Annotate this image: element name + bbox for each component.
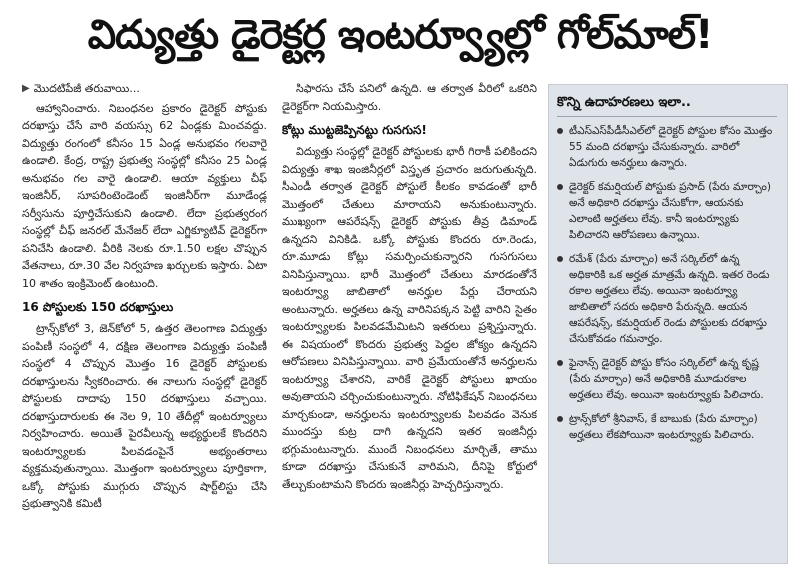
sidebar-title: కొన్ని ఉదాహరణలు ఇలా..: [557, 93, 777, 117]
bullet-icon: [557, 416, 563, 422]
list-item: [557, 179, 777, 243]
bullet-icon: [557, 184, 563, 190]
list-item-text: ఫైనాన్స్‌ డైరెక్టర్‌ పోస్టు కోసం సర్కిల్‌లో ఉన్న కృష్ణ (పేరు మార్చాం) అనే అధికారికి మూడురకాల అర్హతలు లేవు. అయినా ఇంటర్వ్యూకు పిలిచారు.: [569, 357, 764, 401]
paragraph: ఆహ్వానించారు. నిబంధనల ప్రకారం డైరెక్టర్‌ పోస్టుకు దరఖాస్తు చేసే వారి వయస్సు 62 ఏండ్లకు మించవద్దు. విద్యుత్తు రంగంలో కనీసం 15 ఏండ్ల అనుభవం గలవారై ఉండాలి. కేంద్ర, రాష్ట్ర ప్రభుత్వ సంస్థల్లో కనీసం 25 ఏండ్ల అనుభవం గల వారై ఉండాలి. ఆయా వ్యక్తులు చీఫ్‌ ఇంజినీర్‌, సూపరింటెండెంట్‌ ఇంజినీర్‌గా మూడేండ్ల సర్వీసును పూర్తిచేసుకుని ఉండాలి. లేదా ప్రభుత్వరంగ సంస్థల్లో చీఫ్‌ జనరల్‌ మేనేజర్‌ లేదా ఎగ్జిక్యూటివ్‌ డైరెక్టర్‌గా పనిచేసి ఉండాలి. వీరికి నెలకు రూ.1.50 లక్షల చొప్పున వేతనాలు, రూ.30 వేల నిర్వహణ ఖర్చులకు ఇస్తారు. ఏటా 10 శాతం ఇంక్రిమెంట్‌ ఉంటుంది.: [22, 101, 267, 290]
paragraph: ట్రాన్స్‌కోలో 3, జెన్‌కోలో 5, ఉత్తర తెలంగాణ విద్యుత్తు పంపిణీ సంస్థలో 4, దక్షిణ తెలంగాణ విద్యుత్తు పంపిణీ సంస్థలో 4 చొప్పున మొత్తం 16 డైరెక్టర్‌ పోస్టులకు దరఖాస్తులను స్వీకరించారు. ఈ నాలుగు సంస్థల్లో డైరెక్టర్‌ పోస్టులకు దాదాపు 150 దరఖాస్తులు వచ్చాయి. దరఖాస్తుదారులకు ఈ నెల 9, 10 తేదీల్లో ఇంటర్వ్యూలు నిర్వహించారు. అయితే పైరవీలున్న అభ్యర్థులకే కొందరిని ఇంటర్వ్యూలకు పిలవడంపైనే అభ్యంతరాలు వ్యక్తమవుతున్నాయి. మొత్తంగా ఇంటర్వ్యూలు పూర్తికాగా, ఒక్కో పోస్టుకు ముగ్గురు చొప్పున షార్ట్‌లిస్టు చేసి ప్రభుత్వానికి కమిటీ: [22, 322, 267, 510]
paragraph: సిఫారసు చేసే పనిలో ఉన్నది. ఆ తర్వాత వీరిలో ఒకరిని డైరెక్టర్‌గా నియమిస్తారు.: [282, 82, 537, 113]
continued-marker: [22, 80, 267, 98]
paragraph: విద్యుత్తు సంస్థల్లో డైరెక్టర్‌ పోస్టులకు భారీ గిరాకీ పలికిందని విద్యుత్తు శాఖ ఇంజినీర్లలో విస్తృత ప్రచారం జరుగుతున్నది. సీఎండీ తర్వాత డైరెక్టర్‌ పోస్టులే కీలకం కావడంతో భారీ మొత్తంలో చేతులు మారాయని అనుకుంటున్నారు. ముఖ్యంగా ఆపరేషన్స్‌ డైరెక్టర్‌ పోస్టుకు తీవ్ర డిమాండ్‌ ఉన్నదని వినికిడి. ఒక్కో పోస్టుకు కొందరు రూ.రెండు, రూ.మూడు కోట్లు సమర్పించుకున్నారని గుసగుసలు వినిపిస్తున్నాయి. భారీ మొత్తంలో చేతులు మారడంతోనే ఇంటర్వ్యూ జాబితాలో అనర్హుల పేర్లు చేరాయని అంటున్నారు. అర్హతలు ఉన్న వారినిపక్కన పెట్టి వారిని సైతం ఇంటర్వ్యూలకు పిలవడమేమిటని ఇతరులు ప్రశ్నిస్తున్నారు. ఈ విషయంలో కొందరు ప్రభుత్వ పెద్దల జోక్యం ఉన్నదని ఆరోపణలు వినిపిస్తున్నాయి. వారి ప్రమేయంతోనే అనర్హులను ఇంటర్వ్యూ చేశారని, వారికే డైరెక్టర్‌ పోస్టులు ఖాయం అవుతాయని చర్చించుకుంటున్నారు. నోటిఫికేషన్‌ నిబంధనలు మార్చకుండా, అనర్హులను ఇంటర్వ్యూలకు పిలవడం వెనుక ముందస్తు కుట్ర దాగి ఉన్నదని ఇతర ఇంజినీర్లు భగ్గుమంటున్నారు. ముందే నిబంధనలు మార్చితే, తాము కూడా దరఖాస్తు చేసుకునే వారిమని, దీనిపై కోర్టులో తేల్చుకుంటామని కొందరు ఇంజినీర్లు హెచ్చరిస్తున్నారు.: [282, 145, 537, 491]
list-item: [557, 355, 777, 403]
subheading: 16 పోస్టులకు 150 దరఖాస్తులు: [22, 300, 174, 314]
article-column-1: [22, 80, 267, 570]
arrow-right-icon: ▶: [22, 83, 30, 94]
list-item-text: డైరెక్టర్‌ కమర్షియల్‌ పోస్టుకు ప్రసాద్‌ (పేరు మార్చాం) అనే అధికారి దరఖాస్తు చేసుకోగా, ఆయనకు ఎలాంటి అర్హతలు లేవు. కానీ ఇంటర్వ్యూకు పిలిచారని ఆరోపణలు ఉన్నాయి.: [569, 181, 771, 241]
list-item-text: రమేశ్‌ (పేరు మార్చాం) అనే సర్కిల్‌లో ఉన్న అధికారికి ఒక అర్హత మాత్రమే ఉన్నది. ఇతర రెండు రకాల అర్హతలు లేవు. అయినా ఇంటర్వ్యూ జాబితాలో సదరు అధికారి పేరున్నది. ఆయన ఆపరేషన్స్‌, కమర్షియల్‌ రెండు పోస్టులకు దరఖాస్తు చేసుకోవడం గమనార్హం.: [569, 253, 770, 345]
list-item-text: ట్రాన్స్‌కోలో శ్రీనివాస్‌, కే బాబుకు (పేరు మార్చాం) అర్హతలు లేకపోయినా ఇంటర్వ్యూకు పిలిచారు.: [569, 413, 758, 441]
list-item: [557, 411, 777, 443]
bullet-icon: [557, 256, 563, 262]
bullet-icon: [557, 360, 563, 366]
examples-sidebar: [548, 84, 788, 564]
article-column-2: [282, 80, 537, 570]
subheading: కోట్లు ముట్టజెప్పినట్టు గుసగుస!: [282, 123, 427, 137]
list-item-text: టీఎస్‌ఎస్‌పీడీసీఎల్‌లో డైరెక్టర్‌ పోస్టుల కోసం మొత్తం 55 మంది దరఖాస్తు చేసుకున్నారు. వారిలో ఏడుగురు అనర్హులు ఉన్నారు.: [569, 125, 773, 169]
list-item: [557, 123, 777, 171]
bullet-icon: [557, 128, 563, 134]
examples-list: [557, 123, 777, 443]
continued-text: మొదటిపేజీ తరువాయి...: [33, 82, 140, 95]
headline: విద్యుత్తు డైరెక్టర్ల ఇంటర్వ్యూల్లో గోల్‌మాల్‌!: [87, 12, 713, 58]
list-item: [557, 251, 777, 347]
